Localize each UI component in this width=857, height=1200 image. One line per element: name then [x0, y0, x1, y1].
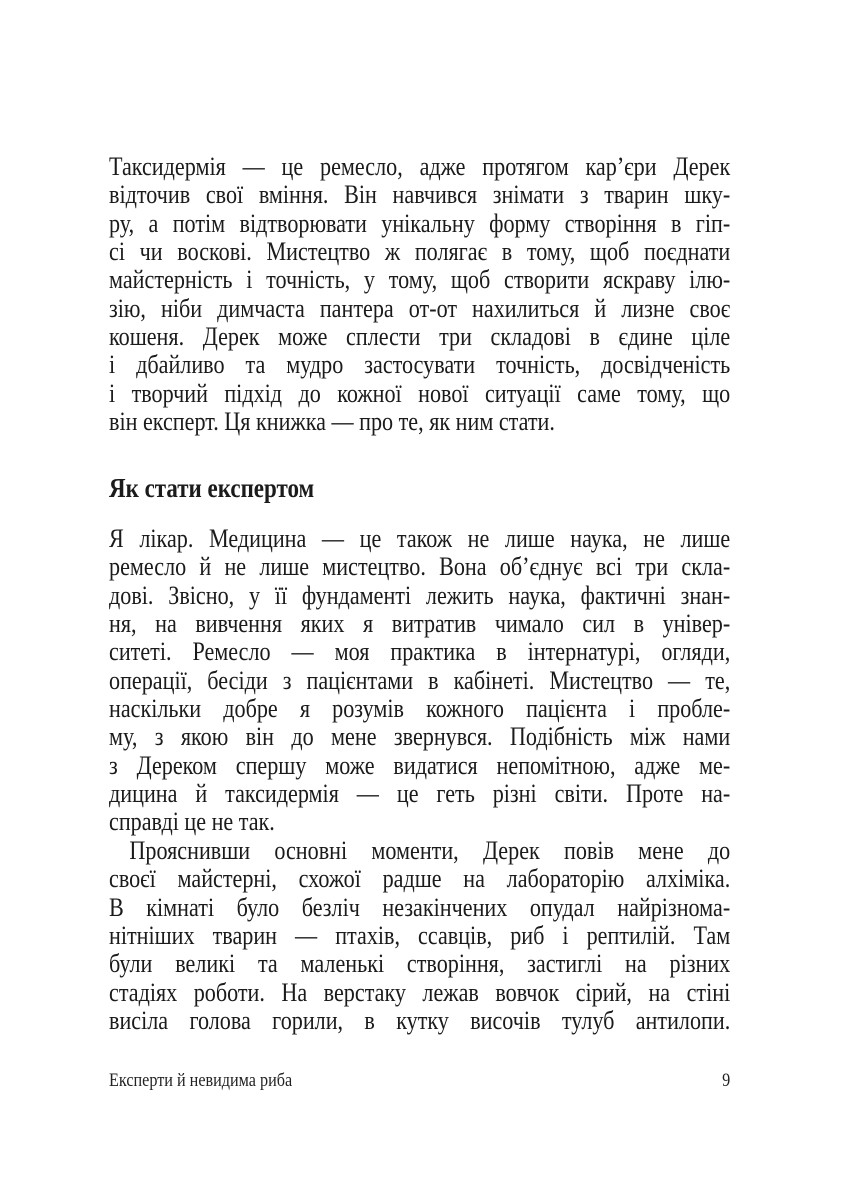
text-line: дицина й таксидермія — це геть різні світи. Проте на- — [109, 778, 731, 808]
text-line: кошеня. Дерек може сплести три складові в єдине ціле — [109, 321, 731, 351]
paragraph-taxidermy-craft — [109, 153, 730, 436]
text-line: дові. Звісно, у її фундаменті лежить наука, фактичні знан- — [109, 580, 731, 610]
text-line: і творчий підхід до кожної нової ситуації саме тому, що — [109, 378, 731, 408]
text-line: Прояснивши основні моменти, Дерек повів мене до — [129, 836, 731, 865]
text-line: ня, на вивчення яких я витратив чимало сил в універ- — [109, 608, 731, 638]
text-line: операції, бесіди з пацієнтами в кабінеті. Мистецтво — те, — [109, 665, 731, 695]
text-line: нітніших тварин — птахів, ссавців, риб і рептилій. Там — [109, 920, 731, 950]
text-line: ремесло й не лише мистецтво. Вона об’єднує всі три скла- — [109, 552, 731, 582]
text-line: він експерт. Ця книжка — про те, як ним стати. — [109, 406, 555, 436]
page-footer — [109, 1069, 730, 1093]
text-line: сі чи воскові. Мистецтво ж полягає в тому, щоб поєднати — [109, 236, 731, 266]
running-title: Експерти й невидима риба — [109, 1070, 293, 1091]
paragraph-workshop — [109, 837, 730, 1035]
text-line: зію, ніби димчаста пантера от-от нахилиться й лизне своє — [109, 293, 731, 323]
page-number: 9 — [722, 1070, 731, 1091]
text-line: і дбайливо та мудро застосувати точність, досвідченість — [109, 350, 731, 380]
text-column — [109, 0, 730, 1200]
text-line: своєї майстерні, схожої радше на лабораторію алхіміка. — [109, 864, 731, 894]
text-line: наскільки добре я розумів кожного пацієнта і пробле- — [109, 693, 731, 723]
section-heading: Як стати експертом — [109, 473, 315, 503]
text-line: були великі та маленькі створіння, застиглі на різних — [109, 949, 731, 979]
text-line: висіла голова горили, в кутку височів тулуб антилопи. — [109, 1005, 731, 1035]
text-line: стадіях роботи. На верстаку лежав вовчок сірий, на стіні — [109, 977, 731, 1007]
text-line: Я лікар. Медицина — це також не лише наука, не лише — [109, 524, 731, 553]
text-line: му, з якою він до мене звернувся. Подібність між нами — [109, 722, 731, 752]
text-line: ситеті. Ремесло — моя практика в інтернатурі, огляди, — [109, 637, 731, 667]
text-line: з Дереком спершу може видатися непомітною, адже ме- — [109, 750, 731, 780]
text-line: майстерність і точність, у тому, щоб створити яскраву ілю- — [109, 265, 731, 295]
text-line: В кімнаті було безліч незакінчених опудал найрізнома- — [109, 892, 731, 922]
text-line: ру, а потім відтворювати унікальну форму створіння в гіп- — [109, 208, 731, 238]
paragraph-doctor-medicine — [109, 525, 730, 837]
text-line: справді це не так. — [109, 807, 275, 837]
text-line: Таксидермія — це ремесло, адже протягом кар’єри Дерек — [109, 152, 731, 181]
text-line: відточив свої вміння. Він навчився знімати з тварин шку- — [109, 180, 731, 210]
